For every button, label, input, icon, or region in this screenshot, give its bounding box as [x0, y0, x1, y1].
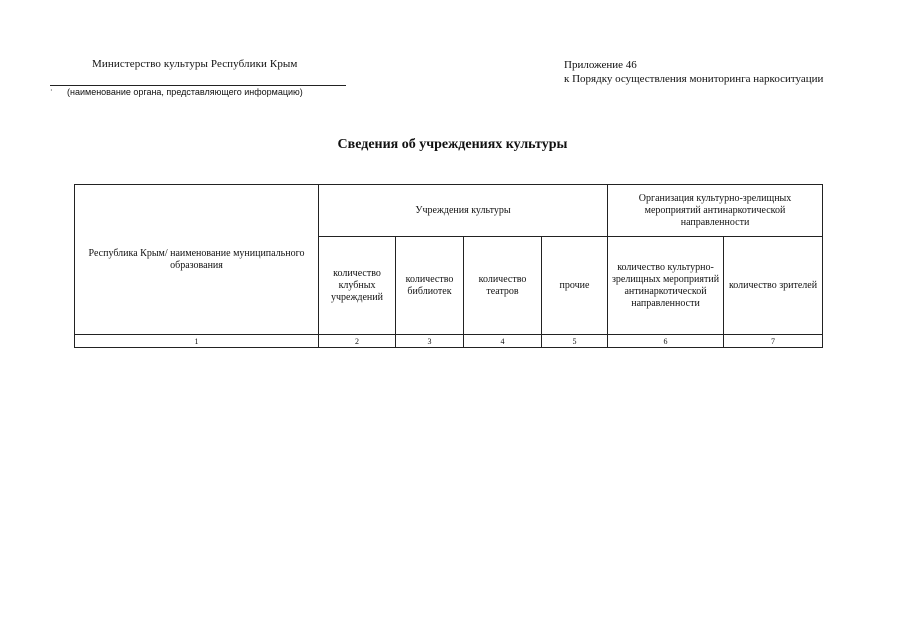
culture-institutions-table: [74, 184, 823, 348]
column-number: 6: [608, 335, 724, 348]
column-number: 3: [396, 335, 464, 348]
col-events-count: количество культурно-зрелищных мероприятий антинаркотической направленности: [608, 237, 724, 335]
row-header-cell: Республика Крым/ наименование муниципального образования: [75, 185, 319, 335]
column-number: 2: [319, 335, 396, 348]
column-number: 5: [542, 335, 608, 348]
organization-underline: [50, 85, 346, 86]
organization-hint: (наименование органа, представляющего информацию): [67, 87, 303, 97]
group-institutions-header: Учреждения культуры: [319, 185, 608, 237]
col-spectators: количество зрителей: [724, 237, 823, 335]
column-number: 4: [464, 335, 542, 348]
column-number: 7: [724, 335, 823, 348]
column-number: 1: [75, 335, 319, 348]
col-libraries: количество библиотек: [396, 237, 464, 335]
page-title: Сведения об учреждениях культуры: [337, 137, 568, 152]
col-other: прочие: [542, 237, 608, 335]
appendix-reference: к Порядку осуществления мониторинга наркоситуации: [564, 73, 824, 85]
column-number-row: [75, 335, 823, 348]
group-events-header: Организация культурно-зрелищных мероприятий антинаркотической направленности: [608, 185, 823, 237]
col-club-institutions: количество клубных учреждений: [319, 237, 396, 335]
col-theaters: количество театров: [464, 237, 542, 335]
mark: ·: [50, 86, 53, 95]
organization-name: Министерство культуры Республики Крым: [92, 58, 298, 70]
appendix-number: Приложение 46: [564, 59, 637, 71]
